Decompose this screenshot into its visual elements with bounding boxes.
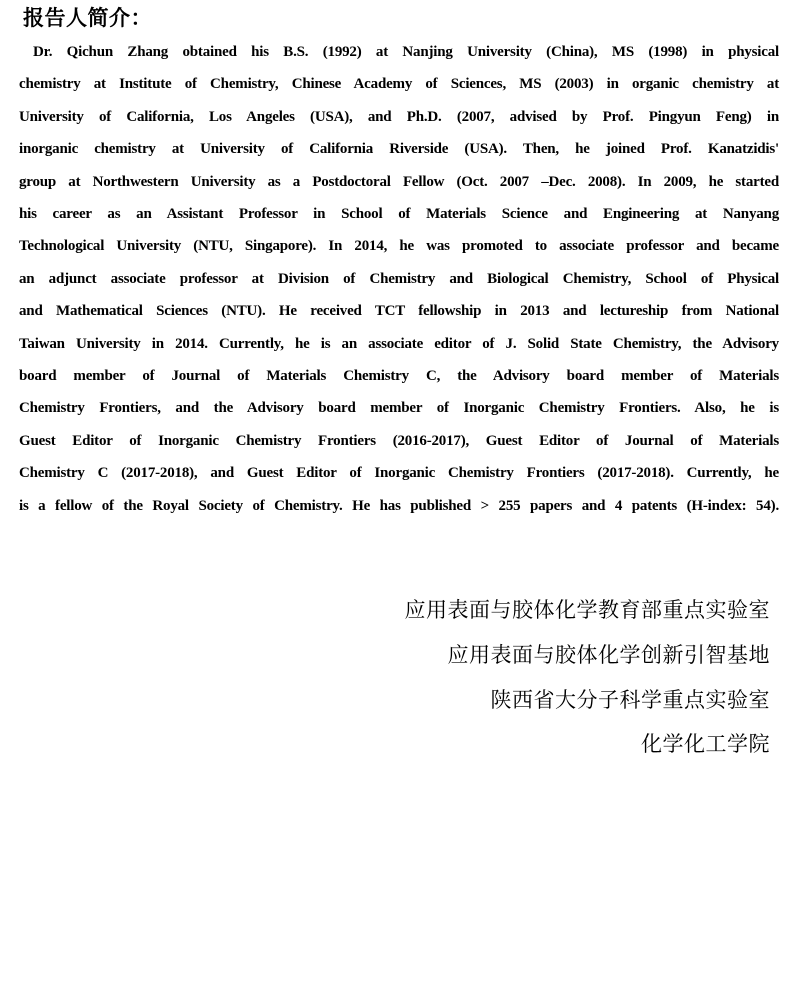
bio-line: is a fellow of the Royal Society of Chemistry. He has published > 255 papers and 4 patents (H-index: 54).: [19, 497, 779, 514]
page-title: 报告人简介：: [23, 7, 152, 30]
affiliation-line: 化学化工学院: [641, 733, 770, 757]
bio-line: inorganic chemistry at University of California Riverside (USA). Then, he joined Prof. Kanatzidis': [19, 141, 779, 158]
affiliation-line: 应用表面与胶体化学教育部重点实验室: [404, 599, 770, 623]
bio-line: board member of Journal of Materials Chemistry C, the Advisory board member of Materials: [19, 368, 779, 385]
bio-line: Dr. Qichun Zhang obtained his B.S. (1992) at Nanjing University (China), MS (1998) in physical: [33, 44, 779, 60]
bio-line: Chemistry C (2017-2018), and Guest Editor of Inorganic Chemistry Frontiers (2017-2018). Currently, he: [19, 465, 779, 482]
bio-line: chemistry at Institute of Chemistry, Chinese Academy of Sciences, MS (2003) in organic chemistry at: [19, 76, 779, 93]
bio-line: his career as an Assistant Professor in School of Materials Science and Engineering at Nanyang: [19, 206, 779, 223]
bio-paragraph: [19, 36, 779, 522]
affiliation-block: [19, 589, 770, 768]
affiliation-line: 应用表面与胶体化学创新引智基地: [447, 643, 770, 667]
bio-line: Guest Editor of Inorganic Chemistry Frontiers (2016-2017), Guest Editor of Journal of Materials: [19, 432, 779, 449]
bio-line: and Mathematical Sciences (NTU). He received TCT fellowship in 2013 and lectureship from National: [19, 303, 779, 320]
bio-line: Chemistry Frontiers, and the Advisory board member of Inorganic Chemistry Frontiers. Also, he is: [19, 400, 779, 417]
bio-line: Taiwan University in 2014. Currently, he is an associate editor of J. Solid State Chemistry, the Advisory: [19, 335, 779, 352]
affiliation-line: 陕西省大分子科学重点实验室: [490, 688, 770, 712]
bio-line: Technological University (NTU, Singapore). In 2014, he was promoted to associate professor and became: [19, 238, 779, 255]
bio-line: University of California, Los Angeles (USA), and Ph.D. (2007, advised by Prof. Pingyun Feng) in: [19, 108, 779, 125]
bio-line: an adjunct associate professor at Division of Chemistry and Biological Chemistry, School of Physical: [19, 270, 779, 287]
bio-line: group at Northwestern University as a Postdoctoral Fellow (Oct. 2007 –Dec. 2008). In 2009, he started: [19, 173, 779, 190]
